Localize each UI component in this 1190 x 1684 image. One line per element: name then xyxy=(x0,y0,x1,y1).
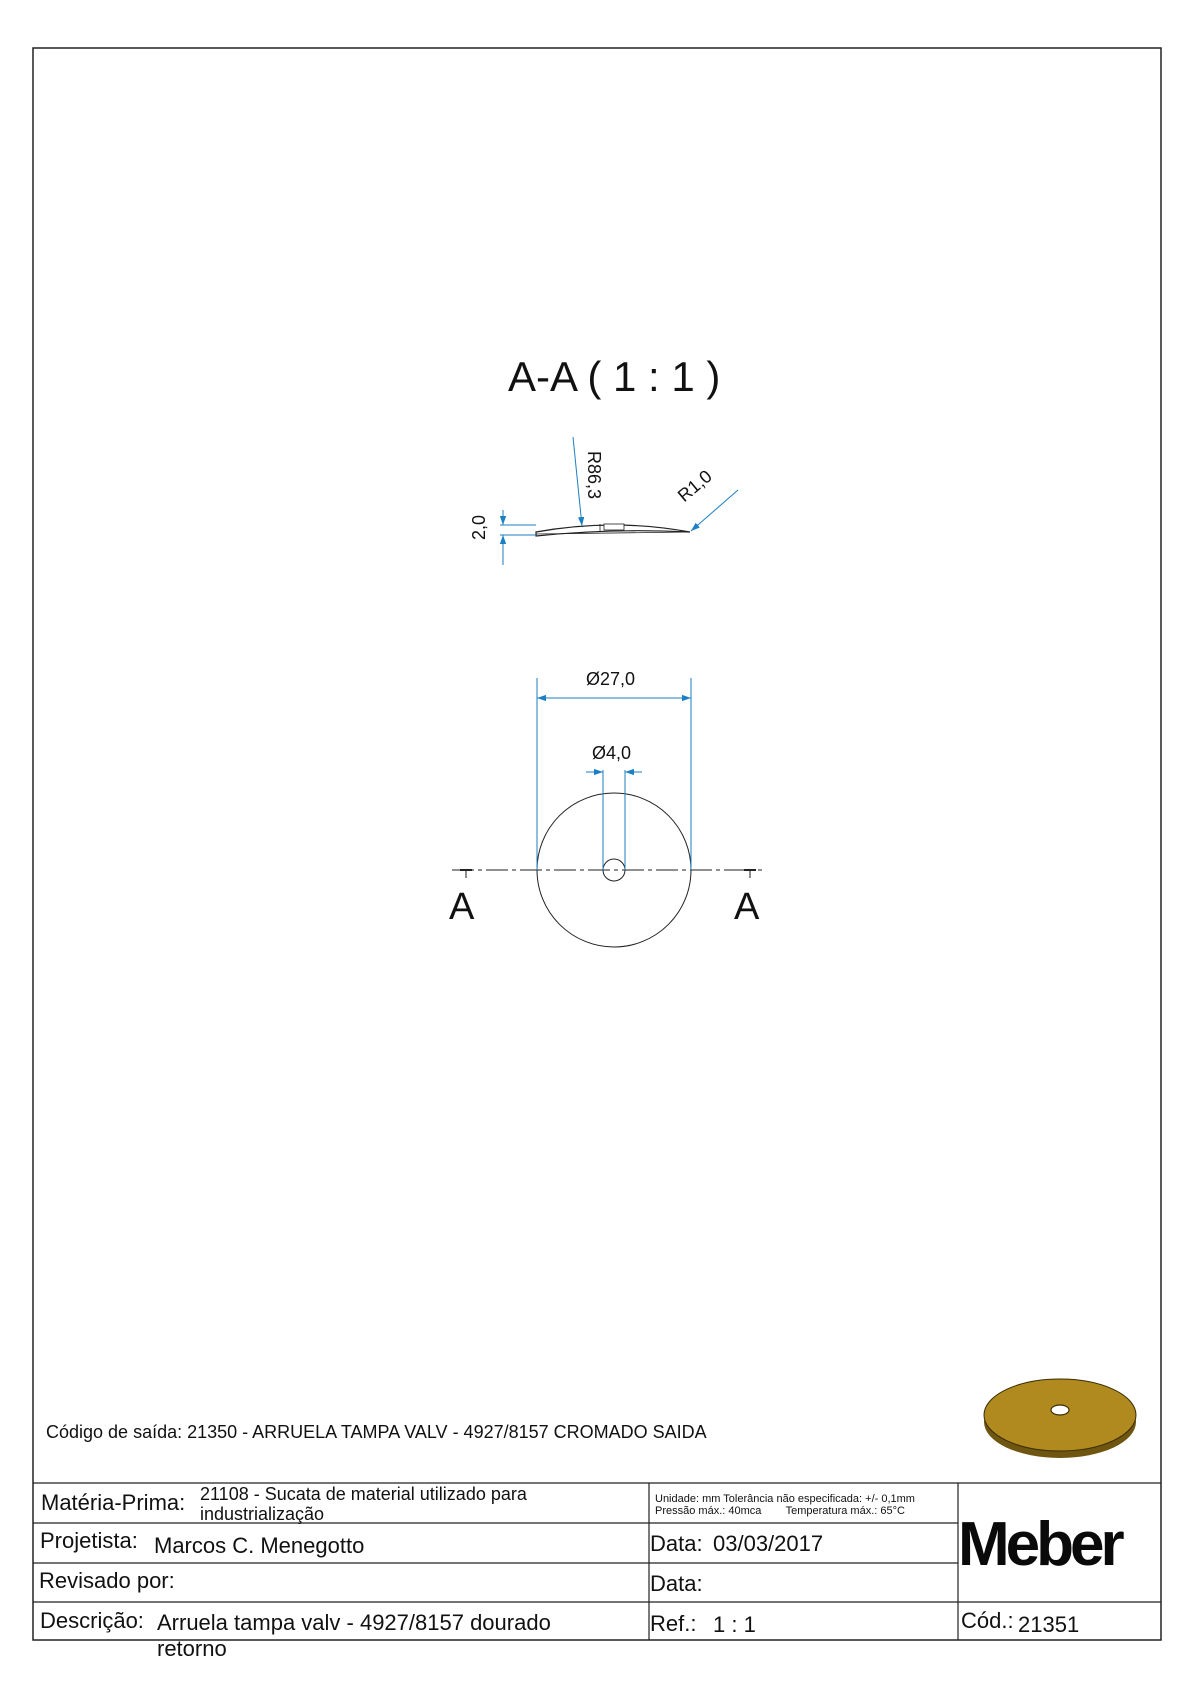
hole-diameter-label: Ø4,0 xyxy=(592,743,632,763)
front-view xyxy=(452,678,762,947)
material-value-line1: 21108 - Sucata de material utilizado para xyxy=(200,1484,527,1504)
code-label: Cód.: xyxy=(961,1608,1014,1633)
ref-label: Ref.: xyxy=(650,1611,697,1636)
designer-value: Marcos C. Menegotto xyxy=(154,1533,365,1558)
radius-edge-label: R1,0 xyxy=(673,465,716,506)
company-logo: Meber xyxy=(958,1510,1121,1579)
date-label: Data: xyxy=(650,1531,703,1556)
washer-3d-hole xyxy=(1051,1405,1069,1415)
outer-diameter-label: Ø27,0 xyxy=(586,669,636,689)
code-value: 21351 xyxy=(1018,1612,1080,1637)
designer-label: Projetista: xyxy=(40,1528,138,1553)
thickness-label: 2,0 xyxy=(469,514,489,540)
ref-value: 1 : 1 xyxy=(713,1612,756,1637)
output-code: Código de saída: 21350 - ARRUELA TAMPA VALV - 4927/8157 CROMADO SAIDA xyxy=(46,1422,707,1442)
section-title: A-A ( 1 : 1 ) xyxy=(508,353,721,400)
description-label: Descrição: xyxy=(40,1608,144,1633)
washer-3d-thumbnail xyxy=(984,1379,1136,1458)
radius-top-label: R86,3 xyxy=(584,450,604,500)
date2-label: Data: xyxy=(650,1571,703,1596)
notes-line2: Pressão máx.: 40mca Temperatura máx.: 65°C xyxy=(655,1505,905,1517)
section-view xyxy=(500,437,738,565)
date-value: 03/03/2017 xyxy=(713,1531,824,1556)
description-line1: Arruela tampa valv - 4927/8157 dourado xyxy=(157,1610,551,1635)
material-value-line2: industrialização xyxy=(200,1504,325,1524)
radius-top-leader xyxy=(573,437,582,526)
section-marker-left: A xyxy=(449,886,475,928)
notes-line1: Unidade: mm Tolerância não especificada: +/- 0,1mm xyxy=(655,1493,915,1505)
reviewed-label: Revisado por: xyxy=(39,1568,175,1593)
section-marker-right: A xyxy=(734,886,760,928)
description-line2: retorno xyxy=(157,1636,227,1661)
washer-section-hole xyxy=(604,524,624,530)
material-label: Matéria-Prima: xyxy=(41,1490,186,1515)
